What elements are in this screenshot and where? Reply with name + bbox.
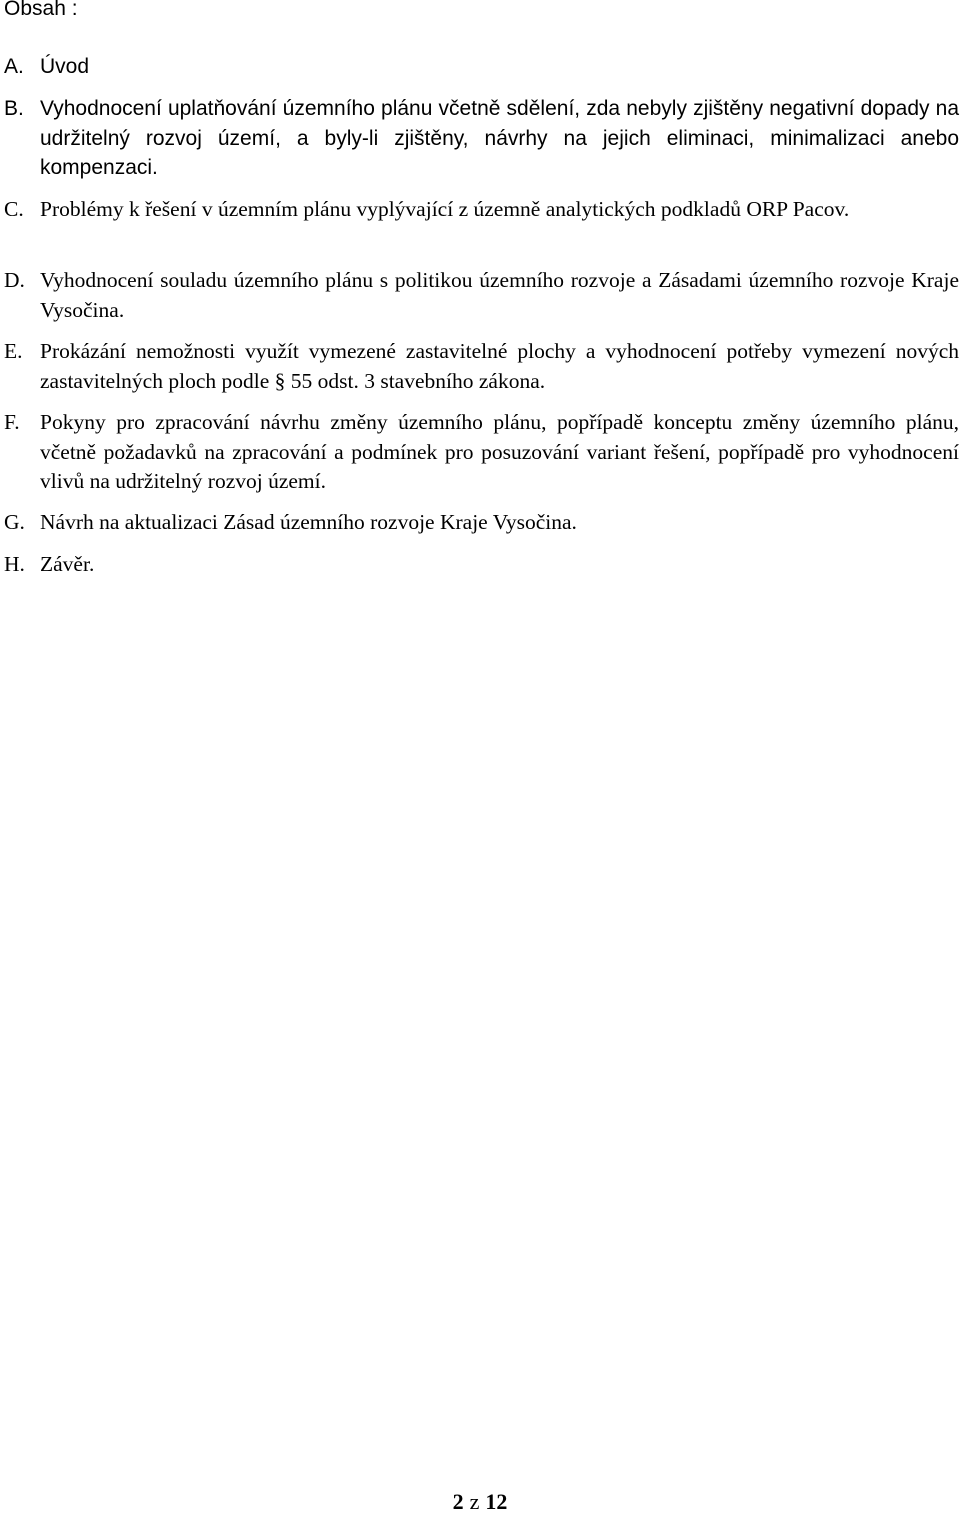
toc-item-letter: A. <box>4 55 24 78</box>
toc-item-letter: B. <box>4 97 24 120</box>
toc-item-letter: C. <box>4 197 24 221</box>
toc-item-b <box>4 94 959 183</box>
page-separator: z <box>469 1489 480 1514</box>
toc-item-text: Návrh na aktualizaci Zásad územního rozvoje Kraje Vysočina. <box>40 510 577 534</box>
toc-item-text: Problémy k řešení v územním plánu vyplývající z územně analytických podkladů ORP Pacov. <box>40 197 850 221</box>
toc-item-c <box>4 195 959 225</box>
toc-item-letter: E. <box>4 339 23 363</box>
toc-item-letter: D. <box>4 268 25 292</box>
current-page-number: 2 <box>452 1489 464 1514</box>
toc-item-letter: F. <box>4 410 20 434</box>
toc-item-h <box>4 550 959 580</box>
toc-item-a <box>4 52 959 82</box>
toc-item-letter: H. <box>4 552 25 576</box>
toc-item-text: Pokyny pro zpracování návrhu změny územního plánu, popřípadě konceptu změny územního plánu, včetně požadavků na zpracování a podmínek pro posuzování variant řešení, popřípadě pro vyhodnocení vlivů na udržitelný rozvoj území. <box>40 410 959 493</box>
toc-item-f <box>4 408 959 497</box>
page-number <box>0 1488 960 1516</box>
toc-item-text: Prokázání nemožnosti využít vymezené zastavitelné plochy a vyhodnocení potřeby vymezení nových zastavitelných ploch podle § 55 odst. 3 stavebního zákona. <box>40 339 959 393</box>
toc-item-d <box>4 266 959 325</box>
toc-item-e <box>4 337 959 396</box>
toc-item-text: Závěr. <box>40 552 95 576</box>
total-page-count: 12 <box>485 1489 508 1514</box>
toc-item-text: Vyhodnocení souladu územního plánu s politikou územního rozvoje a Zásadami územního rozvoje Kraje Vysočina. <box>40 268 959 322</box>
toc-item-text: Úvod <box>40 55 90 78</box>
toc-heading: Obsah : <box>4 0 78 20</box>
toc-item-letter: G. <box>4 510 25 534</box>
toc-item-text: Vyhodnocení uplatňování územního plánu včetně sdělení, zda nebyly zjištěny negativní dopady na udržitelný rozvoj území, a byly-li zjištěny, návrhy na jejich eliminaci, minimalizaci anebo kompenzaci. <box>40 97 959 179</box>
toc-item-g <box>4 508 959 538</box>
